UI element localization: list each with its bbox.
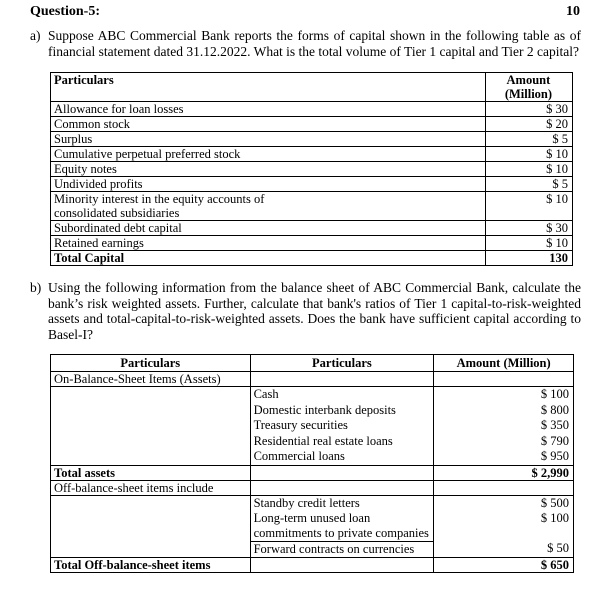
cell-particular: Undivided profits bbox=[51, 177, 486, 192]
total-row bbox=[51, 251, 573, 266]
empty-cell bbox=[434, 480, 574, 495]
total-assets-amount: $ 2,990 bbox=[434, 465, 574, 480]
part-a-text: Suppose ABC Commercial Bank reports the forms of capital shown in the following table as of financial statement dated 31.12.2022. What is the total volume of Tier 1 capital and Tier 2 capital? bbox=[48, 28, 581, 59]
assets-row bbox=[51, 387, 574, 466]
question-title: Question-5: bbox=[30, 4, 100, 19]
on-balance-row bbox=[51, 372, 574, 387]
cell-particular: Subordinated debt capital bbox=[51, 221, 486, 236]
header-amount: Amount (Million) bbox=[485, 73, 572, 102]
question-marks: 10 bbox=[566, 4, 580, 19]
cell-particular: Cumulative perpetual preferred stock bbox=[51, 147, 486, 162]
total-label: Total Capital bbox=[51, 251, 486, 266]
asset-amount: $ 350 bbox=[540, 418, 569, 432]
asset-amount: $ 790 bbox=[540, 433, 569, 448]
table-header-row bbox=[51, 73, 573, 102]
table-row bbox=[51, 162, 573, 177]
cell-particular: Minority interest in the equity accounts of consolidated subsidiaries bbox=[51, 192, 486, 221]
off-amount: $ 500 bbox=[540, 495, 569, 510]
cell-particular: Surplus bbox=[51, 132, 486, 147]
total-off-amount: $ 650 bbox=[434, 557, 574, 572]
table-row bbox=[51, 236, 573, 251]
part-b-label: b) bbox=[30, 280, 42, 295]
table-row bbox=[51, 221, 573, 236]
empty-cell bbox=[250, 372, 434, 387]
off-amounts bbox=[434, 495, 574, 557]
cell-particular: Common stock bbox=[51, 117, 486, 132]
table-row bbox=[51, 117, 573, 132]
cell-amount: $ 30 bbox=[485, 102, 572, 117]
off-items-row bbox=[51, 495, 574, 557]
off-amount: $ 50 bbox=[547, 540, 569, 555]
part-b bbox=[30, 280, 581, 344]
off-balance-row bbox=[51, 480, 574, 495]
on-balance-label: On-Balance-Sheet Items (Assets) bbox=[51, 372, 251, 387]
question-header bbox=[30, 4, 580, 22]
table-row bbox=[51, 147, 573, 162]
header-particulars-1: Particulars bbox=[51, 355, 251, 372]
asset-item: Cash bbox=[253, 387, 279, 401]
off-item: Forward contracts on currencies bbox=[251, 541, 434, 557]
off-item: Standby credit letters bbox=[253, 495, 360, 510]
asset-amount: $ 950 bbox=[540, 449, 569, 463]
cell-amount: $ 5 bbox=[485, 132, 572, 147]
cell-amount: $ 10 bbox=[485, 192, 572, 221]
empty-cell bbox=[250, 480, 434, 495]
off-balance-label: Off-balance-sheet items include bbox=[51, 480, 251, 495]
header-amount: Amount (Million) bbox=[434, 355, 574, 372]
cell-amount: $ 10 bbox=[485, 236, 572, 251]
off-item: Long-term unused loan commitments to private companies bbox=[253, 510, 429, 540]
part-a bbox=[30, 28, 581, 64]
asset-amount: $ 800 bbox=[540, 402, 569, 417]
cell-amount: $ 5 bbox=[485, 177, 572, 192]
cell-amount: $ 30 bbox=[485, 221, 572, 236]
table-row bbox=[51, 177, 573, 192]
part-a-label: a) bbox=[30, 28, 41, 43]
asset-amounts bbox=[434, 387, 574, 466]
total-off-row bbox=[51, 557, 574, 572]
capital-table bbox=[50, 72, 573, 266]
cell-amount: $ 10 bbox=[485, 147, 572, 162]
total-assets-label: Total assets bbox=[51, 465, 251, 480]
off-items-list bbox=[250, 495, 434, 557]
asset-amount: $ 100 bbox=[540, 387, 569, 401]
balance-sheet-table bbox=[50, 354, 574, 573]
part-b-text: Using the following information from the balance sheet of ABC Commercial Bank, calculate the bank’s risk weighted assets. Further, calculate that bank's ratios of Tier 1 capital-to-risk-weighted assets and total-capital-to-risk-weighted assets. Does the bank have sufficient capital according to Basel-I? bbox=[48, 280, 581, 342]
total-assets-row bbox=[51, 465, 574, 480]
empty-cell bbox=[250, 557, 434, 572]
table-header-row bbox=[51, 355, 574, 372]
table-row bbox=[51, 132, 573, 147]
assets-list bbox=[250, 387, 434, 466]
off-amount: $ 100 bbox=[540, 510, 569, 525]
asset-item: Treasury securities bbox=[253, 418, 348, 432]
empty-cell bbox=[51, 495, 251, 557]
table-row bbox=[51, 102, 573, 117]
header-particulars-2: Particulars bbox=[250, 355, 434, 372]
cell-particular: Equity notes bbox=[51, 162, 486, 177]
table-row bbox=[51, 192, 573, 221]
total-amount: 130 bbox=[485, 251, 572, 266]
cell-amount: $ 20 bbox=[485, 117, 572, 132]
asset-item: Residential real estate loans bbox=[253, 433, 393, 448]
empty-cell bbox=[434, 372, 574, 387]
header-particulars: Particulars bbox=[51, 73, 486, 102]
empty-cell bbox=[250, 465, 434, 480]
cell-particular: Retained earnings bbox=[51, 236, 486, 251]
asset-item: Commercial loans bbox=[253, 449, 345, 463]
cell-particular: Allowance for loan losses bbox=[51, 102, 486, 117]
empty-cell bbox=[51, 387, 251, 466]
cell-amount: $ 10 bbox=[485, 162, 572, 177]
asset-item: Domestic interbank deposits bbox=[253, 402, 396, 417]
total-off-label: Total Off-balance-sheet items bbox=[51, 557, 251, 572]
